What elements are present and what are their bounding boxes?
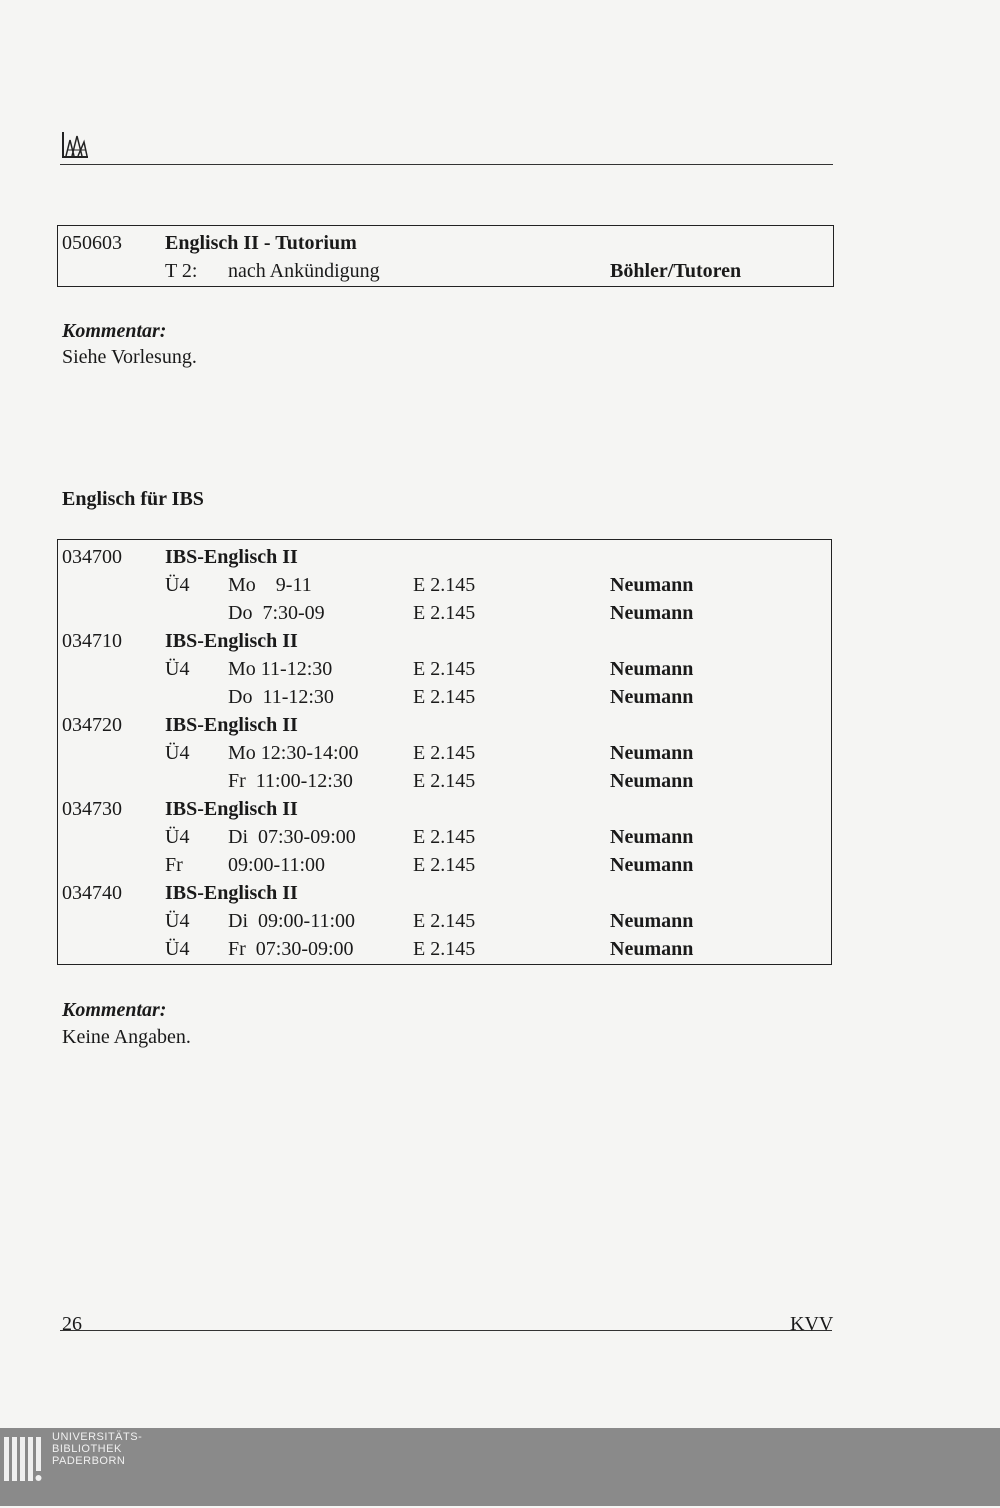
tutorium-time: nach Ankündigung: [228, 260, 380, 282]
course-code: 034740: [62, 882, 122, 904]
course-time: Fr 11:00-12:30: [228, 770, 353, 792]
logo-icon: [60, 130, 90, 160]
course-type: Ü4: [165, 574, 190, 596]
course-time: Mo 11-12:30: [228, 658, 333, 680]
course-time: Mo 9-11: [228, 574, 312, 596]
page-number: 26: [62, 1313, 82, 1335]
header-rule: [60, 164, 833, 165]
course-room: E 2.145: [413, 854, 476, 876]
course-room: E 2.145: [413, 826, 476, 848]
course-room: E 2.145: [413, 602, 476, 624]
course-type: Ü4: [165, 658, 190, 680]
course-type: Ü4: [165, 910, 190, 932]
course-time: 09:00-11:00: [228, 854, 326, 876]
course-teacher: Neumann: [610, 574, 694, 596]
library-name: UNIVERSITÄTS- BIBLIOTHEK PADERBORN: [52, 1431, 143, 1467]
comment-text: Siehe Vorlesung.: [62, 346, 197, 368]
library-bar: [0, 1428, 1000, 1506]
comment-text: Keine Angaben.: [62, 1026, 191, 1048]
tutorium-code: 050603: [62, 232, 122, 254]
tutorium-type: T 2:: [165, 260, 198, 282]
course-room: E 2.145: [413, 686, 476, 708]
course-teacher: Neumann: [610, 938, 694, 960]
comment-label: Kommentar:: [62, 999, 167, 1021]
course-type: Ü4: [165, 938, 190, 960]
course-code: 034710: [62, 630, 122, 652]
course-teacher: Neumann: [610, 910, 694, 932]
course-time: Do 7:30-09: [228, 602, 325, 624]
course-type: Ü4: [165, 742, 190, 764]
course-room: E 2.145: [413, 770, 476, 792]
course-type: Fr: [165, 854, 183, 876]
course-code: 034730: [62, 798, 122, 820]
course-title: IBS-Englisch II: [165, 882, 298, 904]
course-title: IBS-Englisch II: [165, 546, 298, 568]
course-code: 034700: [62, 546, 122, 568]
course-room: E 2.145: [413, 910, 476, 932]
footer-label: KVV: [790, 1313, 834, 1335]
header-logo: [60, 130, 90, 160]
course-teacher: Neumann: [610, 686, 694, 708]
course-time: Mo 12:30-14:00: [228, 742, 359, 764]
course-title: IBS-Englisch II: [165, 798, 298, 820]
course-teacher: Neumann: [610, 854, 694, 876]
course-type: Ü4: [165, 826, 190, 848]
course-time: Do 11-12:30: [228, 686, 334, 708]
course-room: E 2.145: [413, 742, 476, 764]
course-time: Fr 07:30-09:00: [228, 938, 354, 960]
section-title: Englisch für IBS: [62, 488, 204, 510]
course-room: E 2.145: [413, 658, 476, 680]
course-teacher: Neumann: [610, 770, 694, 792]
course-teacher: Neumann: [610, 602, 694, 624]
tutorium-title: Englisch II - Tutorium: [165, 232, 357, 254]
comment-label: Kommentar:: [62, 320, 167, 342]
course-time: Di 07:30-09:00: [228, 826, 356, 848]
library-logo-icon: [2, 1433, 46, 1508]
course-teacher: Neumann: [610, 658, 694, 680]
course-title: IBS-Englisch II: [165, 714, 298, 736]
course-time: Di 09:00-11:00: [228, 910, 356, 932]
course-teacher: Neumann: [610, 742, 694, 764]
footer-rule: [60, 1330, 832, 1331]
course-room: E 2.145: [413, 938, 476, 960]
course-code: 034720: [62, 714, 122, 736]
tutorium-teacher: Böhler/Tutoren: [610, 260, 742, 282]
course-title: IBS-Englisch II: [165, 630, 298, 652]
course-teacher: Neumann: [610, 826, 694, 848]
course-room: E 2.145: [413, 574, 476, 596]
